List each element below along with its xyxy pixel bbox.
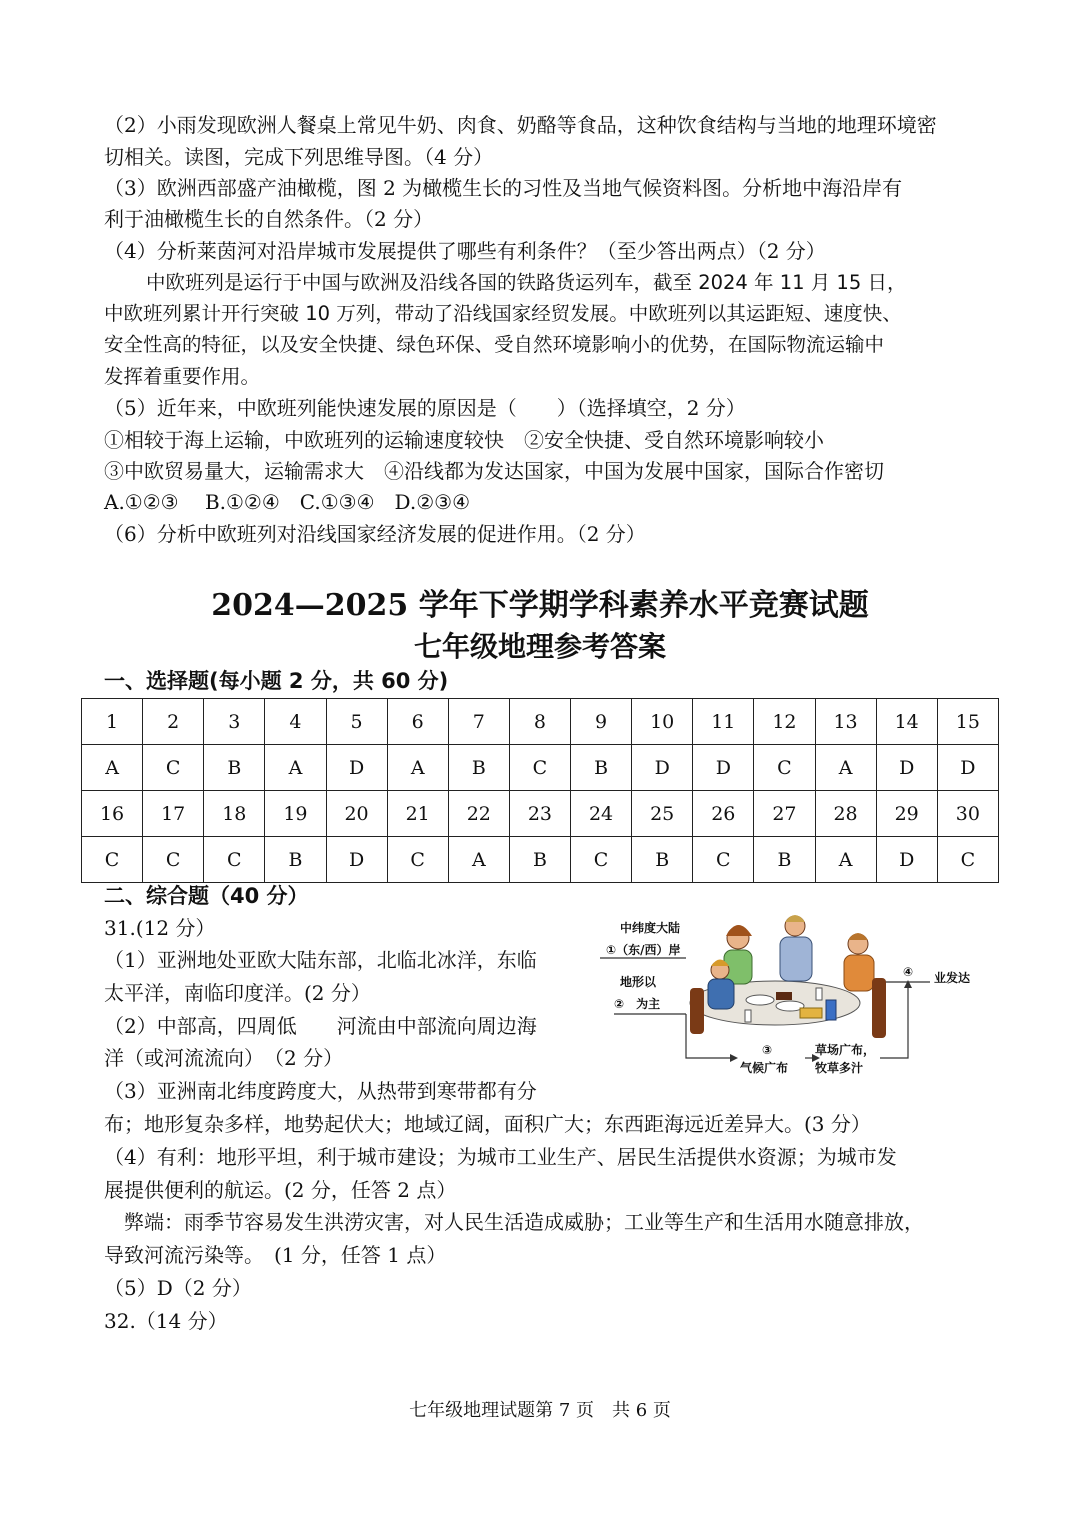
figure-label-result: 业发达 bbox=[934, 971, 971, 985]
q5-line-3: ③中欧贸易量大，运输需求大 ④沿线都为发达国家，中国为发展中国家，国际合作密切 bbox=[104, 459, 884, 483]
table-cell: 30 bbox=[937, 791, 998, 837]
figure-label-coast: ①（东/西）岸 bbox=[606, 943, 681, 957]
table-cell: B bbox=[754, 837, 815, 883]
table-cell: 6 bbox=[387, 699, 448, 745]
q31-full-line-5: 导致河流污染等。 (1 分，任答 1 点） bbox=[104, 1243, 447, 1267]
table-cell: C bbox=[143, 837, 204, 883]
q31-full-line-3: 展提供便利的航运。(2 分，任答 2 点） bbox=[104, 1178, 457, 1202]
table-cell: A bbox=[387, 745, 448, 791]
table-cell: 5 bbox=[326, 699, 387, 745]
figure-label-result-num: ④ bbox=[903, 965, 914, 979]
section-comprehensive-heading: 二、综合题（40 分） bbox=[104, 884, 309, 908]
intro-line-4: 利于油橄榄生长的自然条件。（2 分） bbox=[104, 207, 434, 231]
table-cell: 12 bbox=[754, 699, 815, 745]
table-cell: 4 bbox=[265, 699, 326, 745]
answer-table bbox=[81, 698, 999, 883]
page-footer: 七年级地理试题第 7 页 共 6 页 bbox=[409, 1400, 671, 1421]
table-cell: A bbox=[448, 837, 509, 883]
q32-heading: 32.（14 分） bbox=[104, 1309, 228, 1333]
table-cell: A bbox=[82, 745, 143, 791]
passage-line-1: 中欧班列是运行于中国与欧洲及沿线各国的铁路货运列车，截至 2024 年 11 月 15 日， bbox=[146, 271, 907, 294]
section-choice-heading: 一、选择题(每小题 2 分，共 60 分) bbox=[104, 669, 449, 693]
table-cell: 2 bbox=[143, 699, 204, 745]
q31-line-1: 31.(12 分） bbox=[104, 916, 216, 940]
table-cell: 20 bbox=[326, 791, 387, 837]
table-cell: C bbox=[571, 837, 632, 883]
table-cell: 29 bbox=[876, 791, 937, 837]
q31-line-6: （3）亚洲南北纬度跨度大，从热带到寒带都有分 bbox=[104, 1079, 537, 1103]
table-cell: 23 bbox=[509, 791, 570, 837]
table-cell: D bbox=[876, 745, 937, 791]
q6-line: （6）分析中欧班列对沿线国家经济发展的促进作用。（2 分） bbox=[104, 522, 646, 546]
table-cell: C bbox=[82, 837, 143, 883]
table-cell: D bbox=[693, 745, 754, 791]
table-cell: 7 bbox=[448, 699, 509, 745]
table-cell: C bbox=[509, 745, 570, 791]
table-cell: D bbox=[876, 837, 937, 883]
table-cell: 27 bbox=[754, 791, 815, 837]
table-cell: C bbox=[754, 745, 815, 791]
table-cell: B bbox=[448, 745, 509, 791]
table-row bbox=[82, 791, 999, 837]
dining-family-illustration bbox=[690, 915, 886, 1038]
table-cell: B bbox=[571, 745, 632, 791]
table-cell: B bbox=[265, 837, 326, 883]
table-cell: D bbox=[326, 837, 387, 883]
table-cell: B bbox=[204, 745, 265, 791]
table-cell: 3 bbox=[204, 699, 265, 745]
table-cell: 14 bbox=[876, 699, 937, 745]
q31-full-line-6: （5）D（2 分） bbox=[104, 1276, 252, 1300]
figure-label-climate-num: ③ bbox=[762, 1043, 773, 1057]
table-cell: A bbox=[815, 837, 876, 883]
page-title: 2024—2025 学年下学期学科素养水平竞赛试题 bbox=[211, 588, 869, 623]
table-cell: C bbox=[693, 837, 754, 883]
table-cell: C bbox=[143, 745, 204, 791]
intro-line-2: 切相关。读图，完成下列思维导图。（4 分） bbox=[104, 145, 494, 169]
q31-line-4: （2）中部高，四周低 河流由中部流向周边海 bbox=[104, 1014, 537, 1038]
table-cell: 10 bbox=[632, 699, 693, 745]
passage-line-4: 发挥着重要作用。 bbox=[104, 365, 261, 388]
figure-label-climate: 气候广布 bbox=[740, 1061, 789, 1075]
table-cell: 22 bbox=[448, 791, 509, 837]
table-cell: D bbox=[632, 745, 693, 791]
q5-options: A.①②③ B.①②④ C.①③④ D.②③④ bbox=[104, 490, 470, 514]
table-cell: A bbox=[265, 745, 326, 791]
table-cell: 24 bbox=[571, 791, 632, 837]
figure-label-grass2: 牧草多汁 bbox=[815, 1061, 864, 1075]
table-cell: C bbox=[204, 837, 265, 883]
page-subtitle: 七年级地理参考答案 bbox=[413, 630, 666, 663]
table-cell: 17 bbox=[143, 791, 204, 837]
table-cell: 9 bbox=[571, 699, 632, 745]
figure-label-continent: 中纬度大陆 bbox=[620, 921, 681, 935]
table-cell: 21 bbox=[387, 791, 448, 837]
table-cell: B bbox=[509, 837, 570, 883]
table-cell: 11 bbox=[693, 699, 754, 745]
q5-line-1: （5）近年来，中欧班列能快速发展的原因是（ ）（选择填空，2 分） bbox=[104, 396, 746, 420]
passage-line-3: 安全性高的特征，以及安全快捷、绿色环保、受自然环境影响小的优势，在国际物流运输中 bbox=[104, 333, 885, 356]
table-cell: D bbox=[937, 745, 998, 791]
q31-full-line-1: 布；地形复杂多样，地势起伏大；地域辽阔，面积广大；东西距海远近差异大。(3 分） bbox=[104, 1112, 871, 1136]
figure-label-terrain2: ② 为主 bbox=[614, 997, 661, 1011]
table-cell: 15 bbox=[937, 699, 998, 745]
table-cell: 18 bbox=[204, 791, 265, 837]
diet-mind-map-figure bbox=[590, 908, 990, 1088]
table-cell: 26 bbox=[693, 791, 754, 837]
passage-line-2: 中欧班列累计开行突破 10 万列，带动了沿线国家经贸发展。中欧班列以其运距短、速度快、 bbox=[104, 302, 902, 325]
table-cell: 28 bbox=[815, 791, 876, 837]
q31-full-line-2: （4）有利：地形平坦，利于城市建设；为城市工业生产、居民生活提供水资源；为城市发 bbox=[104, 1145, 897, 1169]
q31-line-3: 太平洋，南临印度洋。(2 分） bbox=[104, 981, 371, 1005]
table-cell: C bbox=[937, 837, 998, 883]
table-cell: D bbox=[326, 745, 387, 791]
table-cell: B bbox=[632, 837, 693, 883]
figure-label-grass1: 草场广布， bbox=[815, 1043, 876, 1057]
intro-line-3: （3）欧洲西部盛产油橄榄，图 2 为橄榄生长的习性及当地气候资料图。分析地中海沿岸有 bbox=[104, 176, 903, 200]
q31-full-line-4: 弊端：雨季节容易发生洪涝灾害，对人民生活造成威胁；工业等生产和生活用水随意排放， bbox=[104, 1210, 924, 1234]
table-cell: 25 bbox=[632, 791, 693, 837]
intro-line-1: （2）小雨发现欧洲人餐桌上常见牛奶、肉食、奶酪等食品，这种饮食结构与当地的地理环境密 bbox=[104, 113, 937, 137]
intro-line-5: （4）分析莱茵河对沿岸城市发展提供了哪些有利条件？（至少答出两点）（2 分） bbox=[104, 239, 826, 263]
q31-line-2: （1）亚洲地处亚欧大陆东部，北临北冰洋，东临 bbox=[104, 948, 537, 972]
figure-label-terrain1: 地形以 bbox=[620, 975, 657, 989]
q5-line-2: ①相较于海上运输，中欧班列的运输速度较快 ②安全快捷、受自然环境影响较小 bbox=[104, 428, 824, 452]
table-row bbox=[82, 745, 999, 791]
q31-line-5: 洋（或河流流向） （2 分） bbox=[104, 1046, 344, 1070]
table-row bbox=[82, 837, 999, 883]
table-cell: 1 bbox=[82, 699, 143, 745]
table-row bbox=[82, 699, 999, 745]
table-cell: C bbox=[387, 837, 448, 883]
table-cell: 16 bbox=[82, 791, 143, 837]
table-cell: 13 bbox=[815, 699, 876, 745]
table-cell: A bbox=[815, 745, 876, 791]
table-cell: 8 bbox=[509, 699, 570, 745]
table-cell: 19 bbox=[265, 791, 326, 837]
